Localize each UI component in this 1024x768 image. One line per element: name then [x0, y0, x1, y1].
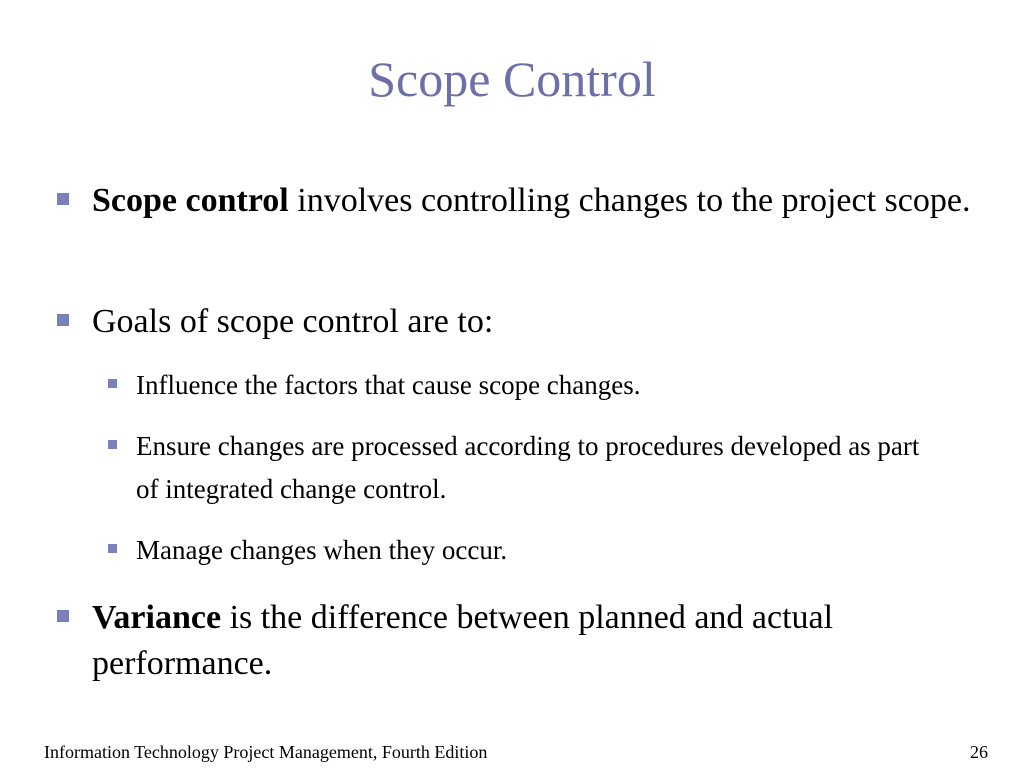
bullet-text: is the difference between planned and actual performance.: [92, 599, 834, 682]
bullet-bold-term: Variance: [92, 599, 222, 636]
slide-title: Scope Control: [368, 51, 656, 107]
square-bullet-icon: [57, 610, 69, 622]
sub-bullet-item: [136, 364, 936, 407]
footer-source: Information Technology Project Management, Fourth Edition: [44, 742, 488, 762]
sub-bullet-text: Manage changes when they occur.: [136, 535, 508, 565]
bullet-text: Goals of scope control are to:: [92, 303, 494, 340]
bullet-item: [92, 178, 972, 224]
square-bullet-icon: [108, 544, 117, 553]
sub-bullet-item: [136, 529, 936, 572]
square-bullet-icon: [57, 314, 69, 326]
sub-bullet-item: [136, 425, 936, 511]
square-bullet-icon: [57, 193, 69, 205]
bullet-bold-term: Scope control: [92, 182, 289, 219]
square-bullet-icon: [108, 440, 117, 449]
page-number: 26: [970, 742, 988, 762]
bullet-text: involves controlling changes to the project scope.: [288, 182, 971, 219]
sub-bullet-text: Ensure changes are processed according to procedures developed as part of integrated change control.: [136, 431, 920, 504]
sub-bullet-text: Influence the factors that cause scope changes.: [136, 370, 641, 400]
bullet-item: [92, 595, 972, 687]
bullet-item: [92, 299, 972, 345]
square-bullet-icon: [108, 379, 117, 388]
